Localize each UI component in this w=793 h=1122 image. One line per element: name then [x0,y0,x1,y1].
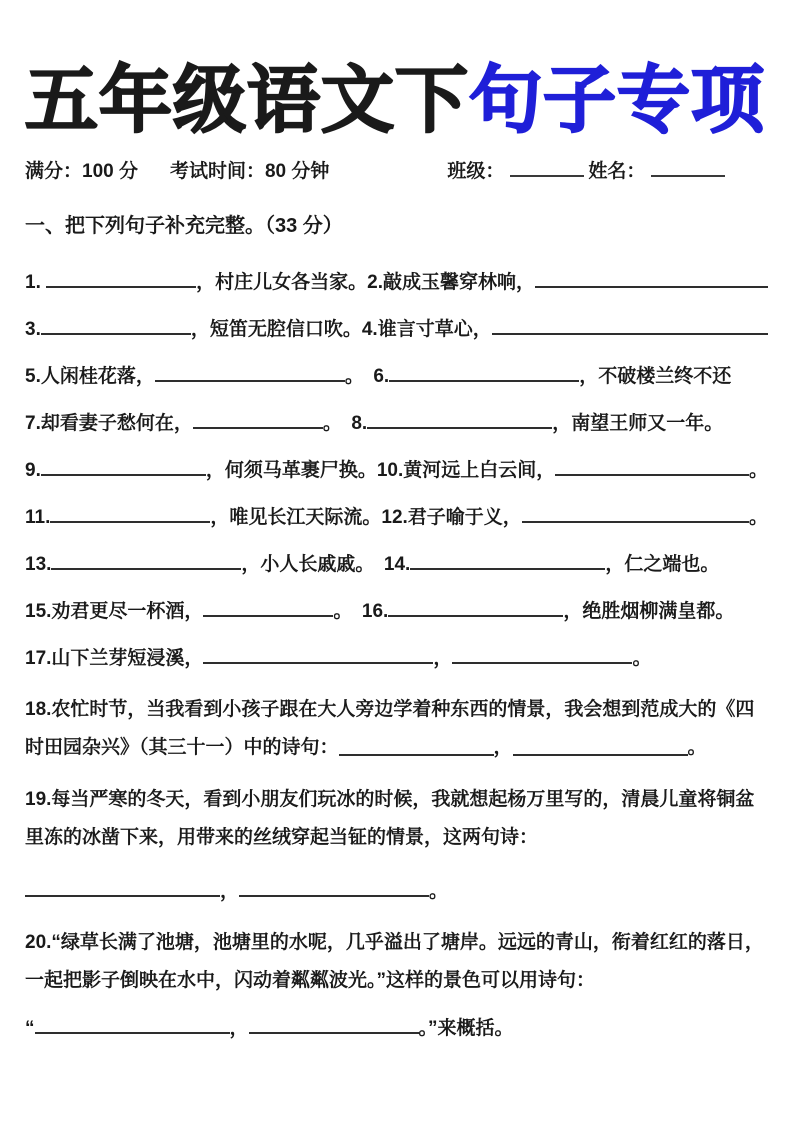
question-text: 。 6. [344,365,390,387]
item-7-8 [25,409,768,439]
answer-blank-line [50,504,210,523]
item-11-12 [25,503,768,533]
answer-blank-line [388,598,563,617]
answer-blank-line [555,457,749,476]
question-text: 。 [748,506,768,528]
question-text: 。 16. [333,600,389,622]
class-blank-line [510,160,584,177]
question-text: 5.人闲桂花落， [25,365,155,387]
question-text: 。”来概括。 [418,1017,514,1039]
question-text: 。 [632,647,652,669]
answer-blank-line [35,1015,230,1034]
question-list [25,268,768,1044]
question-text: ， [220,880,240,902]
question-text: 19.每当严寒的冬天，看到小朋友们玩冰的时候，我就想起杨万里写的，清晨儿童将铜盆里冻的冰凿下来，用带来的丝绒穿起当钲的情景，这两句诗： [25,788,755,848]
item-3-4 [25,315,768,345]
name-blank-line [651,160,725,177]
item-9-10 [25,456,768,486]
question-text: 20.“绿草长满了池塘，池塘里的水呢，几乎溢出了塘岸。远远的青山，衔着红红的落日，一起把影子倒映在水中，闪动着粼粼波光。”这样的景色可以用诗句： [25,931,764,991]
item-17 [25,644,768,674]
question-text: 11. [25,506,51,528]
question-text: ，小人长戚戚。 14. [241,553,411,575]
question-text: ， [433,647,453,669]
question-text: ，村庄儿女各当家。2.敲成玉馨穿林响， [196,271,535,293]
question-text: 。 [687,736,707,758]
title-black-part: 五年级语文下 [25,60,469,141]
item-5-6 [25,362,768,392]
answer-blank-line [203,598,333,617]
answer-blank-line [492,316,768,335]
answer-blank-line [410,551,605,570]
answer-blank-line [513,737,688,756]
answer-blank-line [25,878,220,897]
question-text: 9. [25,459,41,481]
question-text: ， [229,1017,249,1039]
answer-blank-line [239,878,429,897]
question-text: 。 [748,459,768,481]
question-text: 。 [429,880,449,902]
question-text: ，何须马革裹尸换。10.黄河远上白云间， [205,459,556,481]
answer-blank-line [155,363,345,382]
class-field [447,156,588,183]
question-text: ，南望王师又一年。 [552,412,724,434]
exam-duration-label: 考试时间：80 分钟 [169,160,330,182]
answer-blank-line [46,269,196,288]
question-text: 。 8. [322,412,368,434]
page-title [25,60,768,142]
item-20 [25,924,768,1000]
item-19 [25,781,768,857]
answer-blank-line [51,551,241,570]
name-field [588,156,729,183]
question-text: “ [25,1017,35,1039]
item-20-blanks [25,1014,768,1044]
question-text: 17.山下兰芽短浸溪， [25,647,204,669]
answer-blank-line [249,1015,419,1034]
name-label: 姓名： [588,160,646,182]
question-text: ，仁之端也。 [605,553,720,575]
question-text: 1. [25,271,47,293]
full-score-label: 满分：100 分 [25,160,138,182]
answer-blank-line [535,269,768,288]
answer-blank-line [339,737,494,756]
question-text: 15.劝君更尽一杯酒， [25,600,204,622]
section-heading: 一、把下列句子补充完整。（33 分） [25,214,343,237]
question-text: ，唯见长江天际流。12.君子喻于义， [210,506,522,528]
item-1-2 [25,268,768,298]
title-blue-part: 句子专项 [469,60,765,141]
answer-blank-line [367,410,552,429]
question-text: ， [493,736,513,758]
answer-blank-line [203,645,433,664]
question-text: ，不破楼兰终不还 [579,365,732,387]
answer-blank-line [41,457,206,476]
item-13-14 [25,550,768,580]
answer-blank-line [522,504,749,523]
question-text: ，绝胜烟柳满皇都。 [563,600,735,622]
question-text: ，短笛无腔信口吹。4.谁言寸草心， [190,318,492,340]
answer-blank-line [452,645,632,664]
question-text: 7.却看妻子愁何在， [25,412,193,434]
item-18 [25,691,768,767]
answer-blank-line [41,316,191,335]
answer-blank-line [193,410,323,429]
exam-meta-row [25,156,768,183]
question-text: 13. [25,553,52,575]
answer-blank-line [389,363,579,382]
item-15-16 [25,597,768,627]
item-19-blanks [25,877,768,907]
question-text: 3. [25,318,41,340]
question-text: 18.农忙时节，当我看到小孩子跟在大人旁边学着种东西的情景，我会想到范成大的《四时田园杂兴》（其三十一）中的诗句： [25,698,755,758]
class-label: 班级： [447,160,505,182]
